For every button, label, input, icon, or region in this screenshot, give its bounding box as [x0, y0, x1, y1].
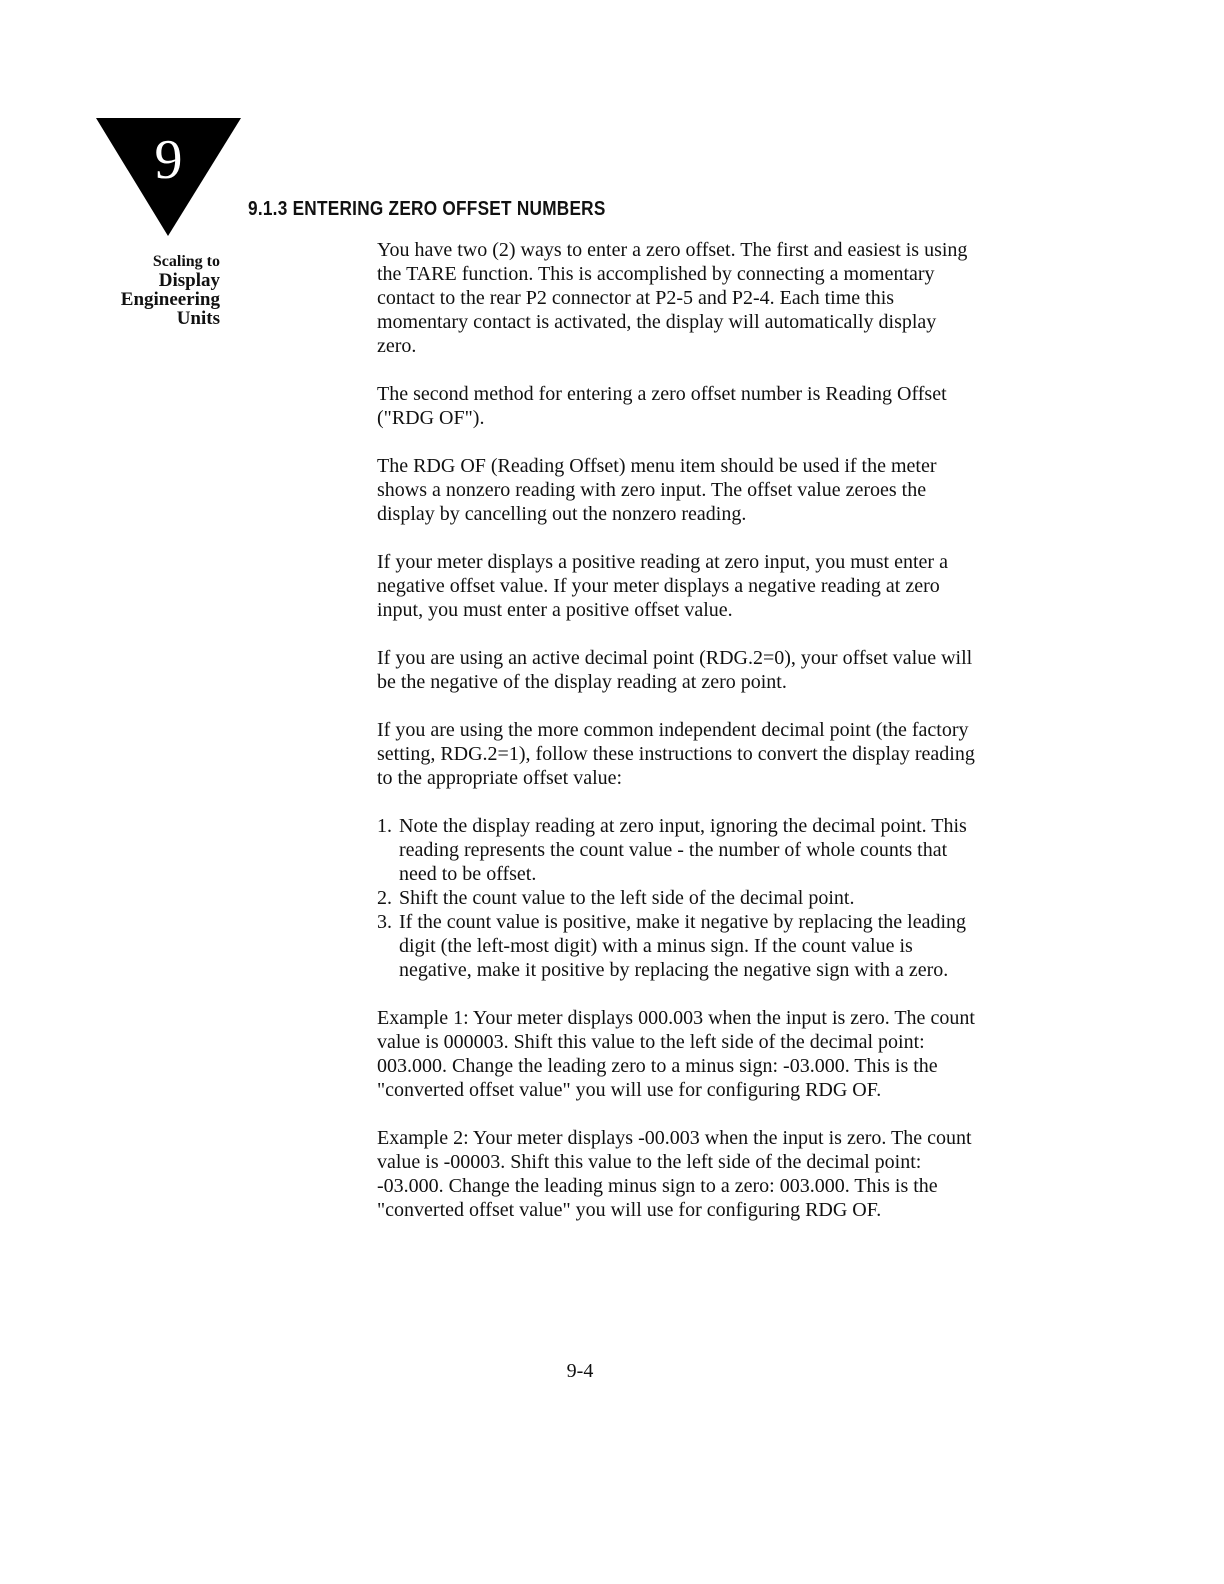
chapter-marker — [96, 118, 241, 236]
step-number: 3. — [377, 911, 392, 933]
chapter-side-label — [100, 252, 220, 328]
body-text — [377, 238, 977, 1246]
step-text: Shift the count value to the left side of the decimal point. — [399, 887, 855, 909]
step-text: Note the display reading at zero input, ignoring the decimal point. This reading represents the count value - the number of whole counts that need to be offset. — [399, 815, 967, 885]
list-item — [377, 910, 977, 982]
paragraph: If you are using the more common independent decimal point (the factory setting, RDG.2=1), follow these instructions to convert the display reading to the appropriate offset value: — [377, 719, 975, 789]
list-item — [377, 814, 977, 886]
paragraph: If you are using an active decimal point (RDG.2=0), your offset value will be the negative of the display reading at zero point. — [377, 647, 973, 693]
chapter-number: 9 — [154, 129, 183, 191]
example-paragraph: Example 1: Your meter displays 000.003 when the input is zero. The count value is 000003. Shift this value to the left side of the decimal point: 003.000. Change the leading zero to a minus sign: -03.000. This is the "converted offset value" you will use for configuring RDG OF. — [377, 1007, 975, 1101]
paragraph: The RDG OF (Reading Offset) menu item should be used if the meter shows a nonzero reading with zero input. The offset value zeroes the display by cancelling out the nonzero reading. — [377, 455, 937, 525]
paragraph: If your meter displays a positive reading at zero input, you must enter a negative offset value. If your meter displays a negative reading at zero input, you must enter a positive offset value. — [377, 551, 948, 621]
section-heading: 9.1.3 ENTERING ZERO OFFSET NUMBERS — [248, 198, 606, 220]
step-text: If the count value is positive, make it negative by replacing the leading digit (the left-most digit) with a minus sign. If the count value is negative, make it positive by replacing the negative sign with a zero. — [399, 911, 967, 981]
example-paragraph: Example 2: Your meter displays -00.003 when the input is zero. The count value is -00003. Shift this value to the left side of the decimal point: -03.000. Change the leading minus sign to a zero: 003.000. This is the "converted offset value" you will use for configuring RDG OF. — [377, 1127, 972, 1221]
paragraph: You have two (2) ways to enter a zero offset. The first and easiest is using the TARE function. This is accomplished by connecting a momentary contact to the rear P2 connector at P2-5 and P2-4. Each time this momentary contact is activated, the display will automatically display zero. — [377, 239, 968, 357]
paragraph: The second method for entering a zero offset number is Reading Offset ("RDG OF"). — [377, 383, 947, 429]
step-number: 1. — [377, 815, 392, 837]
side-label-line: Units — [176, 308, 220, 329]
side-label-line: Engineering — [120, 289, 220, 310]
list-item — [377, 886, 977, 910]
side-label-line: Display — [158, 270, 220, 291]
step-number: 2. — [377, 887, 392, 909]
side-label-line: Scaling to — [152, 253, 220, 270]
page-number-container — [0, 1360, 1160, 1383]
page-number: 9-4 — [566, 1360, 594, 1382]
steps-list — [377, 814, 977, 982]
